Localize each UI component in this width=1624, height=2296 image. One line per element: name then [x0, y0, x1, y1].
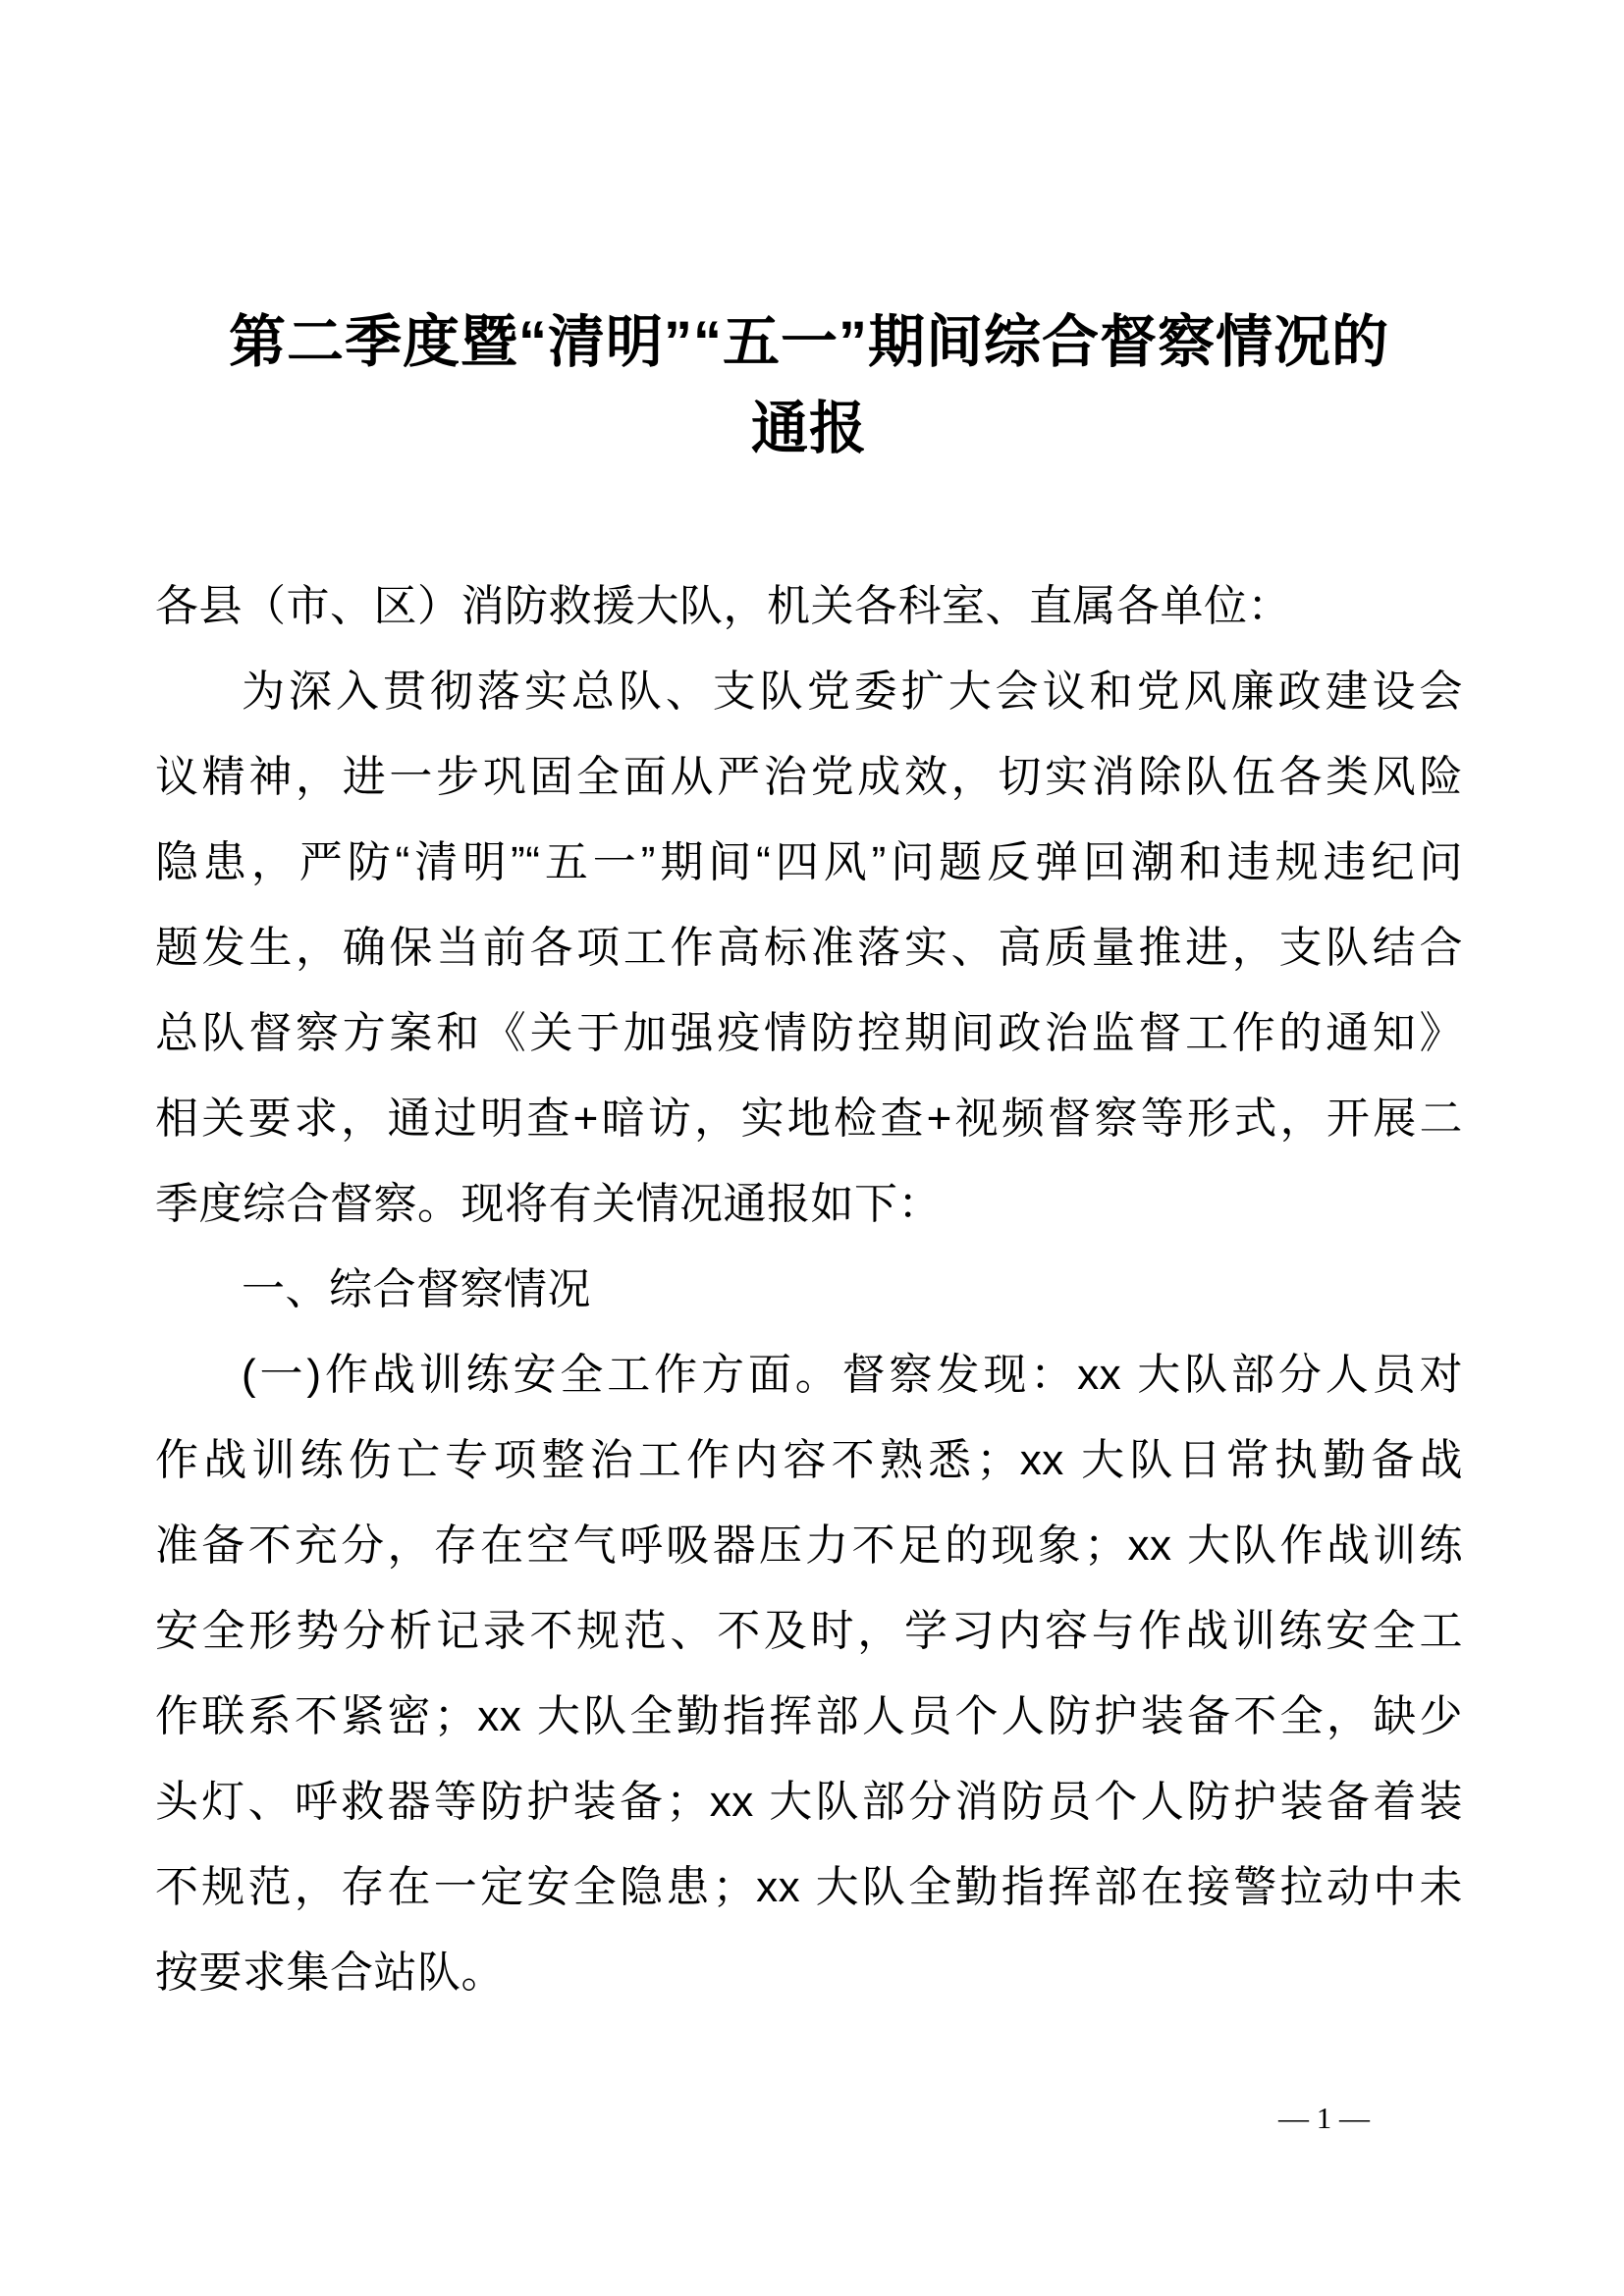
title-line-1: 第二季度暨“清明”“五一”期间综合督察情况的	[228, 310, 1389, 374]
document-body	[155, 563, 1463, 2015]
paragraph-line: 议精神，进一步巩固全面从严治党成效，切实消除队伍各类风险	[155, 753, 1463, 801]
paragraph-line: 为深入贯彻落实总队、支队党委扩大会议和党风廉政建设会	[242, 667, 1463, 716]
paragraph-line: 头灯、呼救器等防护装备；xx 大队部分消防员个人防护装备着装	[155, 1778, 1463, 1826]
paragraph-line: 安全形势分析记录不规范、不及时，学习内容与作战训练安全工	[155, 1607, 1463, 1655]
page-number: — 1 —	[1278, 2101, 1370, 2135]
section-heading: 一、综合督察情况	[242, 1265, 591, 1313]
page-footer	[1278, 2099, 1370, 2138]
title-line-2: 通报	[750, 397, 867, 460]
paragraph-line: 作战训练伤亡专项整治工作内容不熟悉；xx 大队日常执勤备战	[155, 1436, 1463, 1484]
paragraph-line: 不规范，存在一定安全隐患；xx 大队全勤指挥部在接警拉动中未	[155, 1863, 1463, 1911]
paragraph-line: 隐患，严防“清明”“五一”期间“四风”问题反弹回潮和违规违纪问	[155, 838, 1463, 886]
paragraph-line: 作联系不紧密；xx 大队全勤指挥部人员个人防护装备不全，缺少	[155, 1692, 1463, 1740]
paragraph-line: 题发生，确保当前各项工作高标准落实、高质量推进，支队结合	[155, 924, 1463, 972]
paragraph-line: (一)作战训练安全工作方面。督察发现：xx 大队部分人员对	[242, 1351, 1463, 1399]
paragraph-line: 总队督察方案和《关于加强疫情防控期间政治监督工作的通知》	[155, 1009, 1463, 1057]
document-title	[155, 299, 1463, 472]
paragraph-line: 相关要求，通过明查+暗访，实地检查+视频督察等形式，开展二	[155, 1095, 1463, 1143]
salutation-line: 各县（市、区）消防救援大队，机关各科室、直属各单位：	[155, 582, 1291, 630]
paragraph-line: 准备不充分，存在空气呼吸器压力不足的现象；xx 大队作战训练	[155, 1522, 1463, 1570]
paragraph-line: 季度综合督察。现将有关情况通报如下：	[155, 1180, 942, 1228]
paragraph-line: 按要求集合站队。	[155, 1949, 505, 1997]
